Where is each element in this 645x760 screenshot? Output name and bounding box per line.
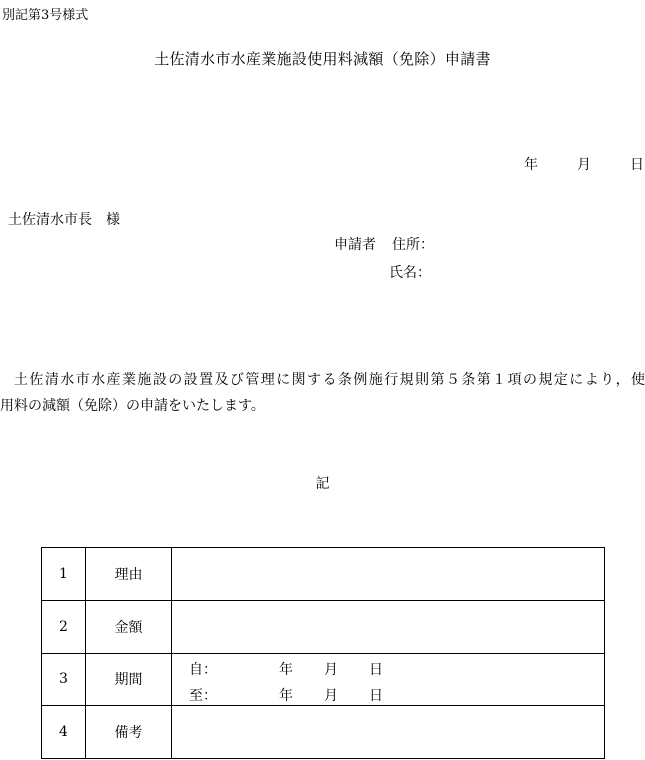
- date-day-label: 日: [630, 157, 644, 173]
- item-label-remarks: 備考: [86, 706, 172, 759]
- document-title: 土佐清水市水産業施設使用料減額（免除）申請書: [154, 50, 491, 68]
- period-to-year: 年: [279, 687, 293, 704]
- ki-heading: 記: [315, 476, 330, 492]
- form-number: 別記第3号様式: [2, 8, 89, 23]
- reason-field[interactable]: [172, 548, 605, 601]
- period-to-day: 日: [369, 687, 383, 704]
- period-from-year: 年: [279, 661, 293, 678]
- period-to-month: 月: [324, 687, 338, 704]
- table-row: [42, 653, 605, 706]
- row-number: 1: [42, 548, 86, 601]
- statement-line-2: 用料の減額（免除）の申請をいたします。: [0, 398, 265, 414]
- row-number: 2: [42, 600, 86, 653]
- item-label-reason: 理由: [86, 548, 172, 601]
- period-to-label: 至：: [189, 687, 217, 704]
- period-from-month: 月: [324, 661, 338, 678]
- details-table: [41, 547, 605, 759]
- application-statement: [0, 367, 645, 419]
- date-month-label: 月: [577, 157, 591, 173]
- item-label-amount: 金額: [86, 600, 172, 653]
- row-number: 3: [42, 653, 86, 706]
- table-row: [42, 706, 605, 759]
- date-year-label: 年: [524, 157, 538, 173]
- amount-field[interactable]: [172, 600, 605, 653]
- table-row: [42, 600, 605, 653]
- applicant-label: 申請者: [334, 237, 376, 253]
- remarks-field[interactable]: [172, 706, 605, 759]
- period-from-label: 自：: [189, 661, 217, 678]
- addressee: 土佐清水市長 様: [8, 212, 120, 228]
- address-label: 住所：: [392, 237, 434, 253]
- period-field[interactable]: [172, 653, 605, 706]
- name-label: 氏名：: [389, 265, 431, 281]
- statement-line-1: 土佐清水市水産業施設の設置及び管理に関する条例施行規則第５条第１項の規定により，使: [14, 372, 645, 388]
- period-from-day: 日: [369, 661, 383, 678]
- row-number: 4: [42, 706, 86, 759]
- item-label-period: 期間: [86, 653, 172, 706]
- table-row: [42, 548, 605, 601]
